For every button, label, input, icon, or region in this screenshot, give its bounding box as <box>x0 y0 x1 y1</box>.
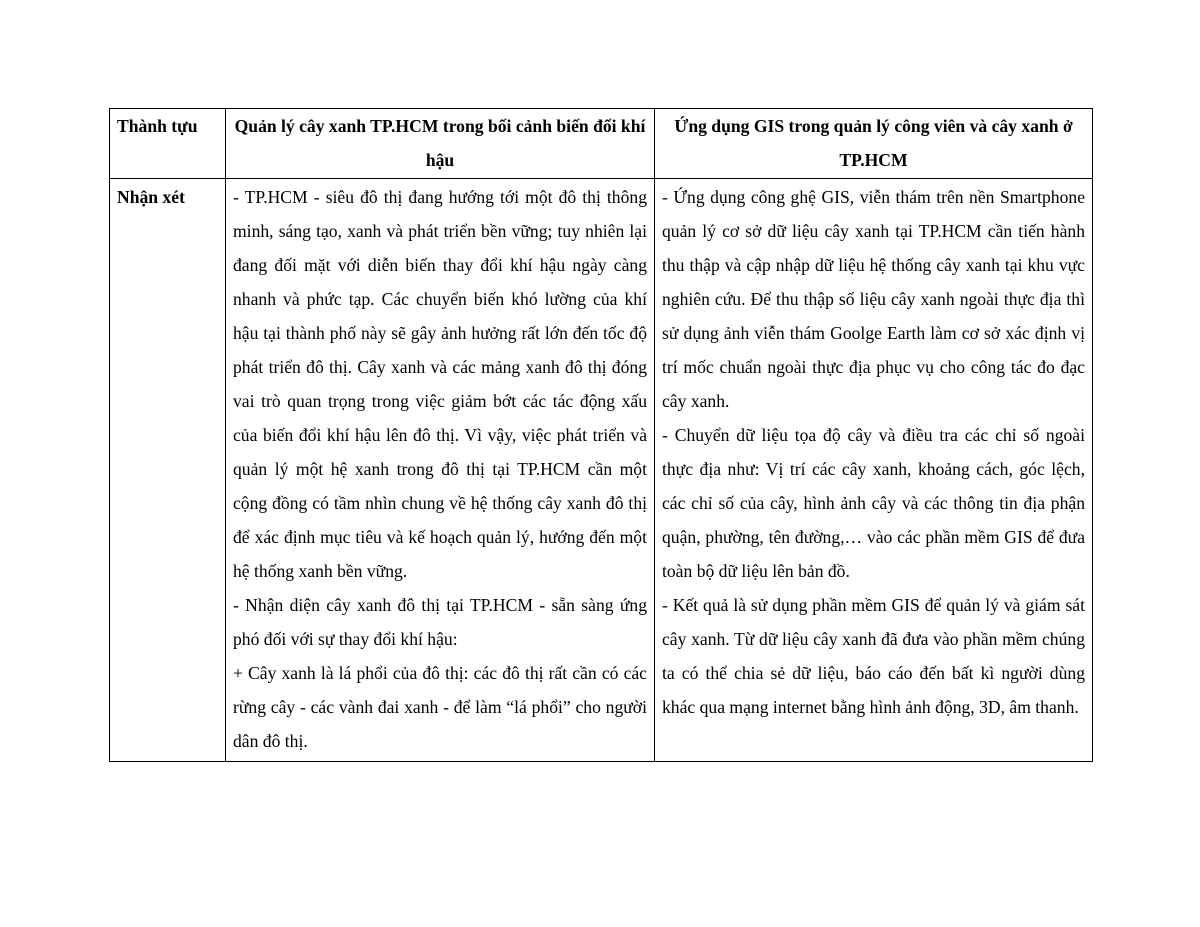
cell-gis-comments <box>655 179 1093 762</box>
table-row <box>110 179 1093 762</box>
header-gis-application: Ứng dụng GIS trong quản lý công viên và cây xanh ở TP.HCM <box>655 109 1093 179</box>
header-tree-management: Quản lý cây xanh TP.HCM trong bối cảnh biến đổi khí hậu <box>226 109 655 179</box>
comparison-table <box>109 108 1093 762</box>
paragraph: - Ứng dụng công ghệ GIS, viễn thám trên nền Smartphone quản lý cơ sở dữ liệu cây xanh tại TP.HCM cần tiến hành thu thập và cập nhập dữ liệu hệ thống cây xanh tại khu vực nghiên cứu. Để thu thập số liệu cây xanh ngoài thực địa thì sử dụng ảnh viễn thám Goolge Earth làm cơ sở xác định vị trí mốc chuẩn ngoài thực địa phục vụ cho công tác đo đạc cây xanh. <box>662 187 1085 411</box>
table-header-row <box>110 109 1093 179</box>
row-label-comments: Nhận xét <box>110 179 226 762</box>
header-achievements: Thành tựu <box>110 109 226 179</box>
paragraph: - Kết quả là sử dụng phần mềm GIS để quản lý và giám sát cây xanh. Từ dữ liệu cây xanh đã đưa vào phần mềm chúng ta có thể chia sẻ dữ liệu, báo cáo đến bất kì người dùng khác qua mạng internet bằng hình ảnh động, 3D, âm thanh. <box>662 595 1085 717</box>
paragraph: - Nhận diện cây xanh đô thị tại TP.HCM - sẵn sàng ứng phó đối với sự thay đổi khí hậu: <box>233 595 647 649</box>
cell-tree-management-comments <box>226 179 655 762</box>
paragraph: - TP.HCM - siêu đô thị đang hướng tới một đô thị thông minh, sáng tạo, xanh và phát triển bền vững; tuy nhiên lại đang đối mặt với diễn biến thay đổi khí hậu ngày càng nhanh và phức tạp. Các chuyển biến khó lường của khí hậu tại thành phố này sẽ gây ảnh hưởng rất lớn đến tốc độ phát triển đô thị. Cây xanh và các mảng xanh đô thị đóng vai trò quan trọng trong việc giảm bớt các tác động xấu của biến đổi khí hậu lên đô thị. Vì vậy, việc phát triển và quản lý một hệ xanh trong đô thị tại TP.HCM cần một cộng đồng có tầm nhìn chung về hệ thống cây xanh đô thị để xác định mục tiêu và kế hoạch quản lý, hướng đến một hệ thống xanh bền vững. <box>233 187 647 581</box>
paragraph: + Cây xanh là lá phổi của đô thị: các đô thị rất cần có các rừng cây - các vành đai xanh - để làm “lá phổi” cho người dân đô thị. <box>233 663 647 751</box>
paragraph: - Chuyển dữ liệu tọa độ cây và điều tra các chỉ số ngoài thực địa như: Vị trí các cây xanh, khoảng cách, góc lệch, các chỉ số của cây, hình ảnh cây và các thông tin địa phận quận, phường, tên đường,… vào các phần mềm GIS để đưa toàn bộ dữ liệu lên bản đồ. <box>662 425 1085 581</box>
